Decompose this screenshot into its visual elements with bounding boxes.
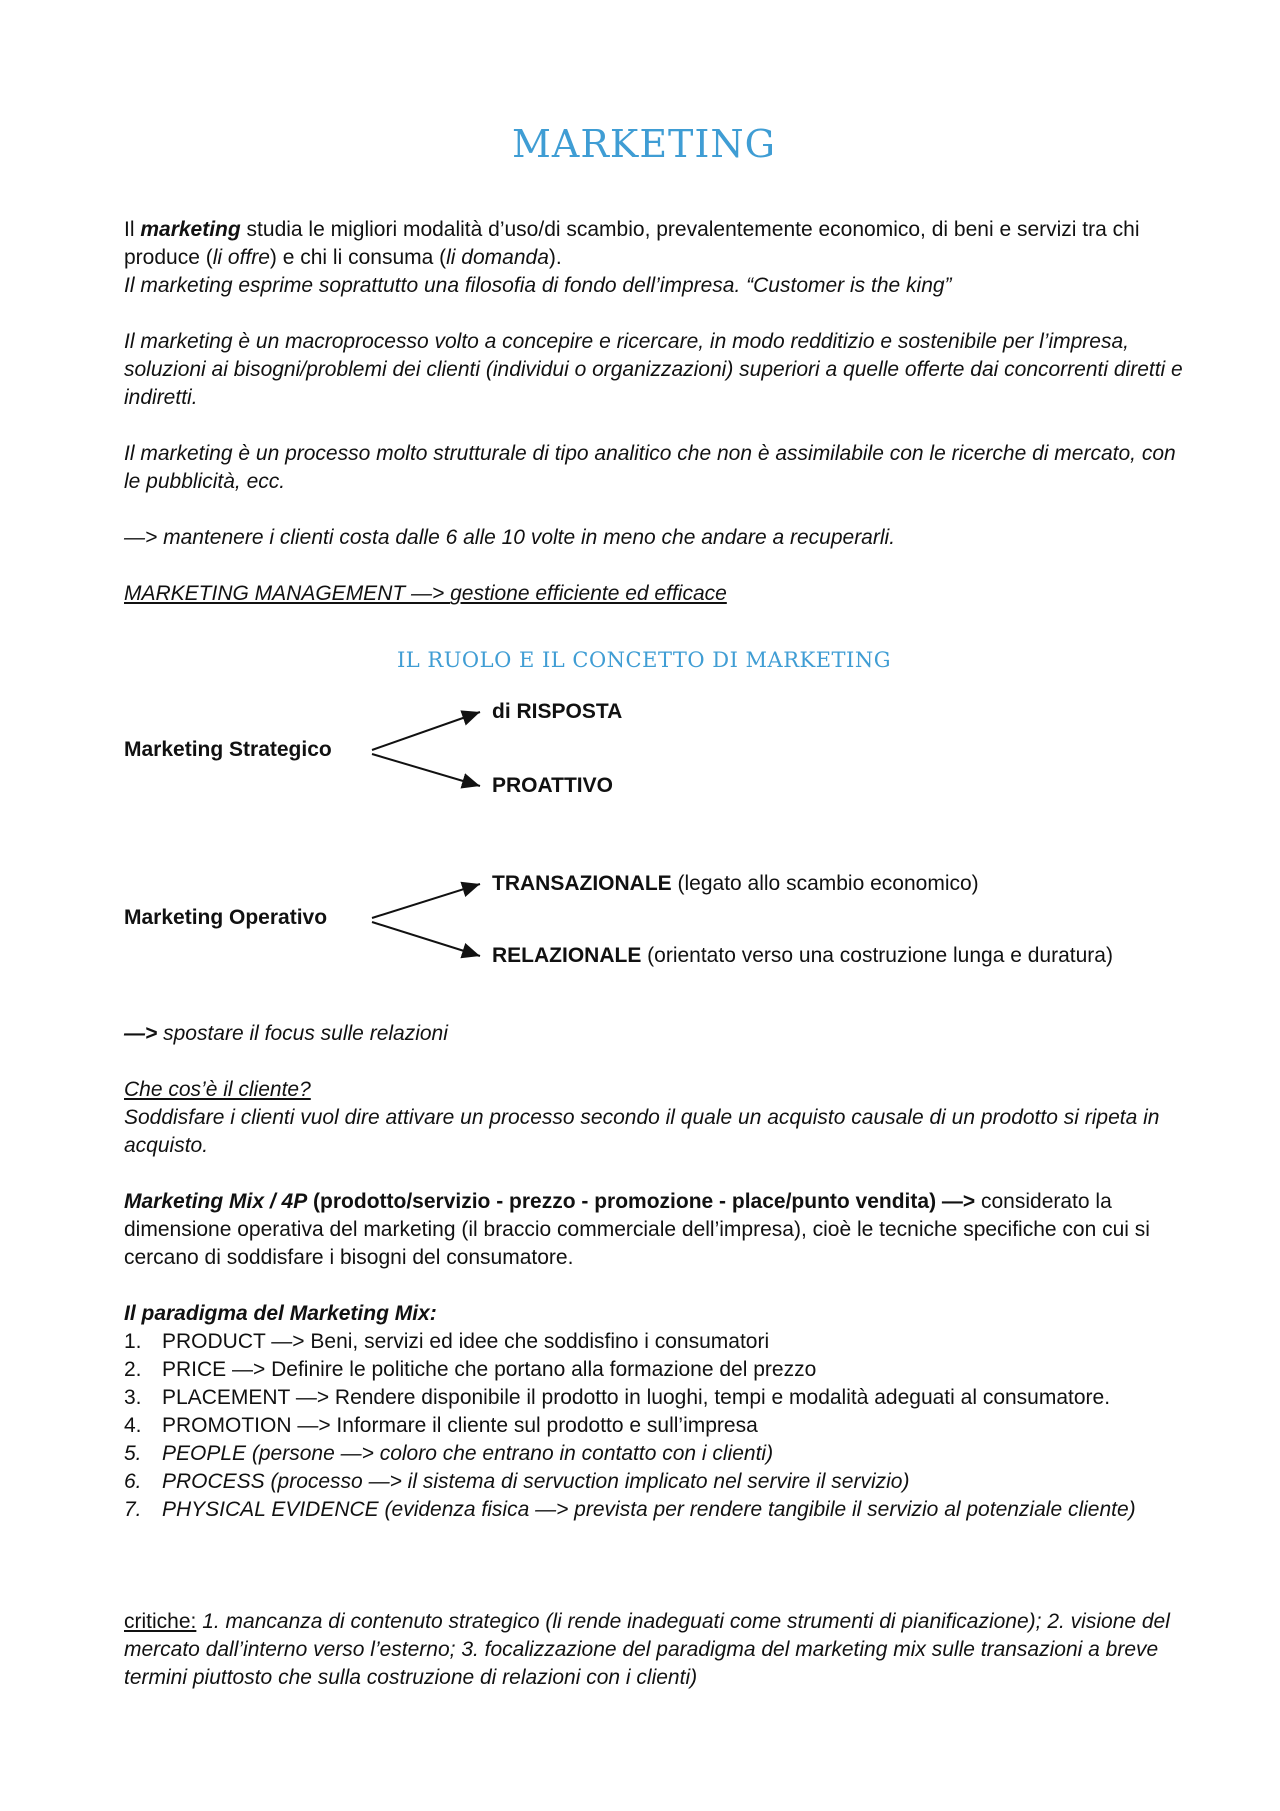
text-run: studia le migliori modalità d’uso/di scambio, prevalentemente economico, di beni e servizi tra chi produce (	[124, 218, 1140, 269]
text-run: (legato allo scambio economico)	[671, 872, 979, 895]
text-run: (orientato verso una costruzione lunga e duratura)	[641, 944, 1113, 967]
strategic-branch-1: di RISPOSTA	[492, 700, 623, 723]
paradigm-heading: Il paradigma del Marketing Mix:	[124, 1302, 437, 1325]
list-item-number: 7.	[124, 1498, 142, 1521]
strategic-label: Marketing Strategico	[124, 738, 332, 761]
operative-label: Marketing Operativo	[124, 906, 328, 929]
text-run-bold: RELAZIONALE	[492, 944, 642, 967]
list-item-number: 4.	[124, 1414, 142, 1437]
list-item	[124, 1440, 1184, 1468]
list-item-text: PHYSICAL EVIDENCE (evidenza fisica —> prevista per rendere tangibile il servizio al potenziale cliente)	[162, 1498, 1136, 1521]
text-run-bold: (prodotto/servizio - prezzo - promozione - place/punto vendita) —>	[307, 1190, 976, 1213]
list-item-number: 5.	[124, 1442, 142, 1465]
text-run-bold: —>	[124, 1022, 158, 1045]
list-item-text: PROMOTION —> Informare il cliente sul prodotto e sull’impresa	[162, 1414, 758, 1437]
retention-note: —> mantenere i clienti costa dalle 6 alle 10 volte in meno che andare a recuperarli.	[124, 526, 896, 549]
arrow-operative-down	[372, 922, 480, 956]
list-item	[124, 1412, 1184, 1440]
cliente-answer: Soddisfare i clienti vuol dire attivare un processo secondo il quale un acquisto causale di un prodotto si ripeta in acquisto.	[124, 1106, 1160, 1157]
page-title: MARKETING	[511, 122, 777, 166]
text-run: spostare il focus sulle relazioni	[157, 1022, 448, 1045]
arrow-strategic-down	[372, 754, 480, 786]
list-item-number: 2.	[124, 1358, 142, 1381]
list-item-text: PRODUCT —> Beni, servizi ed idee che soddisfino i consumatori	[162, 1330, 770, 1353]
list-item-text: PLACEMENT —> Rendere disponibile il prodotto in luoghi, tempi e modalità adeguati al consumatore.	[162, 1386, 1111, 1409]
arrow-strategic-up	[372, 712, 480, 750]
arrow-operative-up	[372, 884, 480, 918]
list-item	[124, 1328, 1184, 1356]
text-run-bold: Marketing Mix / 4P	[124, 1190, 308, 1213]
text-run: ).	[548, 246, 562, 269]
list-item-text: PROCESS (processo —> il sistema di servuction implicato nel servire il servizio)	[162, 1470, 910, 1493]
paradigm-section	[124, 1300, 1184, 1524]
text-run: ) e chi li consuma (	[269, 246, 447, 269]
definition-paragraph: Il marketing è un macroprocesso volto a concepire e ricercare, in modo redditizio e sostenibile per l’impresa, soluzioni ai bisogni/problemi dei clienti (individui o organizzazioni) superiori a quelle offerte dai concorrenti diretti e indiretti.	[124, 330, 1183, 409]
diagram-arrows	[124, 0, 1204, 1100]
text-run-italic: Il marketing esprime soprattutto una filosofia di fondo dell’impresa. “Customer is the king”	[124, 274, 952, 297]
text-run: MARKETING MANAGEMENT —>	[124, 582, 451, 605]
critiche-paragraph	[124, 1608, 1184, 1692]
text-run-bold: TRANSAZIONALE	[492, 872, 672, 895]
text-run: Il	[124, 218, 141, 241]
list-item-number: 1.	[124, 1330, 142, 1353]
cliente-section	[124, 1076, 1184, 1160]
list-item-text: PRICE —> Definire le politiche che portano alla formazione del prezzo	[162, 1358, 817, 1381]
text-run-bold: marketing	[140, 218, 241, 241]
list-item-text: PEOPLE (persone —> coloro che entrano in contatto con i clienti)	[162, 1442, 774, 1465]
strategic-branch-2: PROATTIVO	[492, 774, 613, 797]
list-item	[124, 1496, 1184, 1524]
list-item-number: 6.	[124, 1470, 142, 1493]
text-run: gestione efficiente ed efficace	[450, 582, 727, 605]
critiche-label: critiche:	[124, 1610, 197, 1633]
marketing-mix-paragraph	[124, 1188, 1184, 1272]
section-subtitle: IL RUOLO E IL CONCETTO DI MARKETING	[396, 648, 891, 672]
list-item	[124, 1384, 1184, 1412]
list-item	[124, 1356, 1184, 1384]
text-run-italic: li domanda	[446, 246, 549, 269]
text-run-italic: li offre	[212, 246, 270, 269]
list-item	[124, 1468, 1184, 1496]
process-paragraph: Il marketing è un processo molto strutturale di tipo analitico che non è assimilabile con le ricerche di mercato, con le pubblicità, ecc.	[124, 442, 1176, 493]
cliente-question: Che cos’è il cliente?	[124, 1078, 311, 1101]
text-run: 1. mancanza di contenuto strategico (li rende inadeguati come strumenti di pianificazione); 2. visione del mercato dall’interno verso l’esterno; 3. focalizzazione del paradigma del marketing mix sulle transazioni a breve termini piuttosto che sulla costruzione di relazioni con i clienti)	[124, 1610, 1170, 1689]
focus-note	[124, 1020, 1184, 1048]
paradigm-list	[124, 1328, 1184, 1524]
text-run: considerato la dimensione operativa del marketing (il braccio commerciale dell’impresa), cioè le tecniche specifiche con cui si cercano di soddisfare i bisogni del consumatore.	[124, 1190, 1150, 1269]
list-item-number: 3.	[124, 1386, 142, 1409]
